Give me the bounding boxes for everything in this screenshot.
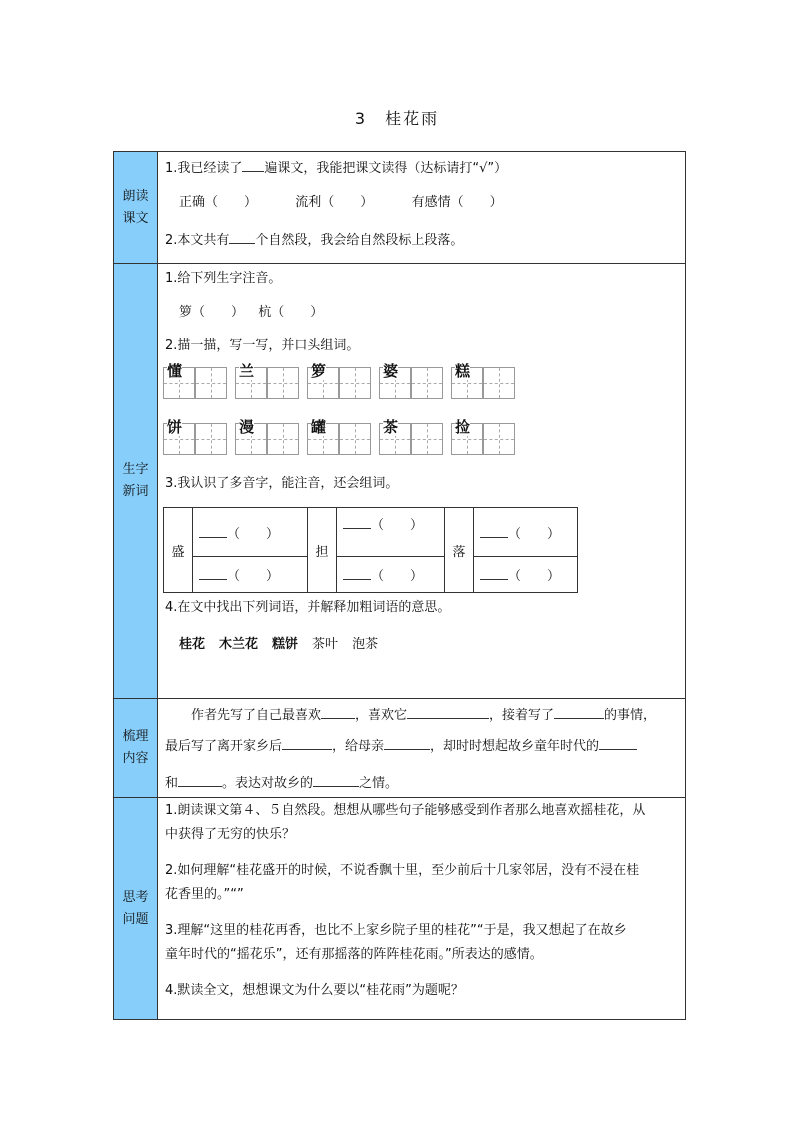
text: 之情。 [359,776,399,791]
writing-cell[interactable] [339,367,371,399]
option-correct[interactable]: 正确（ ） [179,195,258,210]
answer-blank[interactable] [178,773,222,787]
answer-blank[interactable] [282,736,332,750]
question-2 [165,230,677,250]
trace-char: 兰 [239,362,255,380]
vocab-word: 桂花 [179,637,206,652]
chars-question-4: 4.在文中找出下列词语，并解释加粗词语的意思。 [165,600,451,615]
text: 2.本文共有 [165,233,230,248]
polyphone-answer[interactable] [474,557,578,593]
text: 的事情， [604,708,657,723]
paren: （ ） [227,526,280,542]
section-read-aloud [114,152,685,264]
answer-blank[interactable] [343,566,371,580]
text: ，却时时想起故乡童年时代的 [430,739,600,754]
label-line: 朗读 [122,188,149,204]
writing-cell[interactable] [451,362,483,399]
polyphone-answer[interactable] [474,508,578,557]
trace-char: 捡 [455,418,471,436]
text: 遍课文，我能把课文读得（达标请打“√”） [264,161,508,176]
paren: （ ） [371,518,424,533]
section-questions [114,798,685,1019]
writing-cell[interactable] [195,367,227,399]
answer-blank[interactable] [599,736,637,750]
section-label-read [114,152,158,263]
chars-question-2: 2.描一描，写一写，并口头组词。 [165,338,360,353]
writing-cell[interactable] [339,423,371,455]
text: 。表达对故乡的 [222,776,314,791]
worksheet-table [113,151,686,1020]
answer-blank[interactable] [199,524,227,538]
label-line: 问题 [122,911,149,927]
answer-blank[interactable] [321,705,355,719]
trace-char: 茶 [383,418,399,436]
pinyin-item[interactable]: 箩（ ） [179,305,245,320]
polyphone-table [163,507,578,593]
section-content-questions [158,798,685,1019]
writing-pair [163,418,227,455]
outline-line-3 [165,773,677,793]
writing-pair [451,362,515,399]
paren: （ ） [508,526,561,542]
chars-question-3: 3.我认识了多音字，能注音，还会组词。 [165,476,399,491]
writing-cell[interactable] [483,423,515,455]
writing-cell[interactable] [483,367,515,399]
text: 和 [165,776,179,791]
writing-cell[interactable] [411,423,443,455]
trace-char: 糕 [455,362,471,380]
section-new-words [114,264,685,699]
section-outline [114,699,685,798]
writing-cell[interactable] [379,362,411,399]
writing-cell[interactable] [163,362,195,399]
paren: （ ） [508,569,561,584]
read-options [165,194,677,212]
polyphone-answer[interactable] [337,508,445,557]
trace-char: 罐 [311,418,327,436]
polyphone-answer[interactable] [193,508,308,557]
answer-blank[interactable] [480,524,508,538]
think-q1-line1: 1.朗读课文第４、５自然段。想想从哪些句子能够感受到作者那么地喜欢摇桂花，从 [165,803,646,818]
vocab-words [179,633,677,652]
answer-blank[interactable] [480,566,508,580]
answer-blank[interactable] [242,158,264,172]
question-1 [165,158,677,178]
answer-blank[interactable] [313,773,359,787]
outline-line-2 [165,736,677,756]
page-title: 3 桂花雨 [354,109,440,128]
text: ，给母亲 [332,739,385,754]
section-content-outline [158,699,685,797]
think-q3-line2: 童年时代的“摇花乐”，还有那摇落的阵阵桂花雨。”所表达的感情。 [165,947,543,962]
chars-question-1: 1.给下列生字注音。 [165,271,282,286]
label-line: 思考 [122,889,149,905]
paren: （ ） [371,569,424,584]
writing-cell[interactable] [307,362,339,399]
writing-pair [379,362,443,399]
writing-pair [379,418,443,455]
writing-pair [235,362,299,399]
answer-blank[interactable] [554,705,604,719]
trace-char: 懂 [167,362,183,380]
writing-cell[interactable] [307,418,339,455]
option-fluent[interactable]: 流利（ ） [295,195,374,210]
polyphone-answer[interactable] [337,557,445,593]
label-line: 梳理 [122,729,149,744]
label-line: 新词 [122,484,149,499]
pinyin-items [165,304,677,322]
writing-pair [163,362,227,399]
section-label-outline [114,699,158,797]
answer-blank[interactable] [199,566,227,580]
writing-cell[interactable] [163,418,195,455]
option-emotional[interactable]: 有感情（ ） [411,195,503,210]
writing-cell[interactable] [195,423,227,455]
think-q2-line1: 2.如何理解“桂花盛开的时候，不说香飘十里，至少前后十几家邻居，没有不浸在桂 [165,863,640,878]
writing-cell[interactable] [411,367,443,399]
writing-grid-row-1 [163,362,677,399]
answer-blank[interactable] [407,705,489,719]
text: ，接着写了 [489,708,555,723]
writing-cell[interactable] [235,362,267,399]
text: 1.我已经读了 [165,161,243,176]
trace-char: 漫 [239,418,255,436]
section-content-chars [158,264,685,698]
trace-char: 箩 [311,362,327,380]
answer-blank[interactable] [229,230,255,244]
vocab-word: 泡茶 [352,637,379,652]
think-q3-line1: 3.理解“这里的桂花再香，也比不上家乡院子里的桂花”“于是，我又想起了在故乡 [165,923,627,938]
polyphone-char: 盛 [164,508,193,593]
section-label-questions [114,798,158,1019]
polyphone-char: 落 [445,508,474,593]
writing-pair [235,418,299,455]
vocab-word: 糕饼 [272,637,299,652]
text: 最后写了离开家乡后 [165,739,283,754]
answer-blank[interactable] [343,515,371,529]
writing-cell[interactable] [267,367,299,399]
section-label-chars [114,264,158,698]
trace-char: 饼 [167,418,183,436]
think-q2-line2: 花香里的。”“” [165,887,244,902]
paren: （ ） [227,569,280,584]
pinyin-item[interactable]: 杭（ ） [258,305,324,320]
vocab-word: 茶叶 [312,637,339,652]
writing-cell[interactable] [267,423,299,455]
think-q4: 4.默读全文，想想课文为什么要以“桂花雨”为题呢？ [165,983,464,998]
writing-cell[interactable] [235,418,267,455]
label-line: 课文 [122,210,149,226]
writing-pair [307,362,371,399]
text: ，喜欢它 [355,708,408,723]
text: 个自然段，我会给自然段标上段落。 [255,233,464,248]
think-q1-line2: 中获得了无穷的快乐？ [165,827,296,842]
outline-line-1 [165,705,677,725]
writing-cell[interactable] [379,418,411,455]
writing-pair [307,418,371,455]
writing-cell[interactable] [451,418,483,455]
writing-grid-row-2 [163,418,677,455]
vocab-word: 木兰花 [219,637,259,652]
answer-blank[interactable] [384,736,430,750]
label-line: 内容 [122,751,149,766]
label-line: 生字 [122,462,149,477]
section-content-read [158,152,685,263]
text: 作者先写了自己最喜欢 [191,708,322,723]
trace-char: 婆 [383,362,399,380]
polyphone-answer[interactable] [193,557,308,593]
writing-pair [451,418,515,455]
polyphone-char: 担 [308,508,337,593]
